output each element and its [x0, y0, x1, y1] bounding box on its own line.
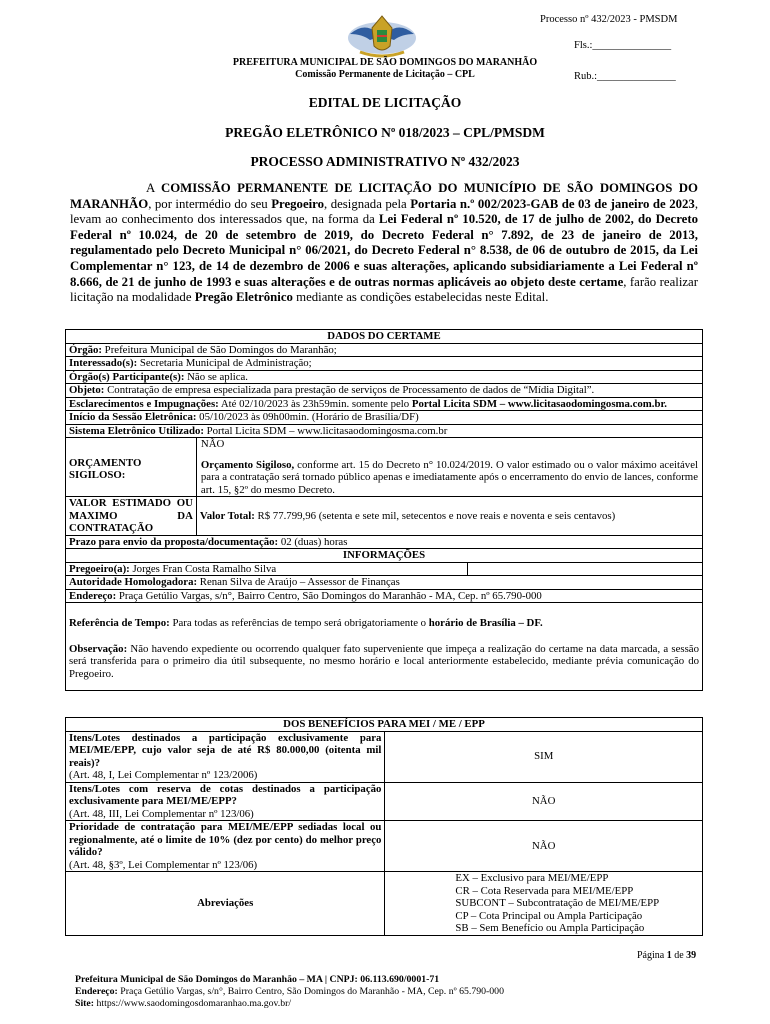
valor-cell: Valor Total: R$ 77.799,96 (setenta e sete mil, setecentos e nove reais e noventa e seis centavos) [196, 497, 702, 536]
footer-line-1: Prefeitura Municipal de São Domingos do Maranhão – MA | CNPJ: 06.113.690/0001-71 [75, 974, 440, 985]
participantes-row: Órgão(s) Participante(s): Não se aplica. [66, 370, 703, 384]
abreviacao-item: EX – Exclusivo para MEI/ME/EPP [455, 872, 609, 884]
fls-field: Fls.:_______________ [574, 40, 672, 51]
edital-title: EDITAL DE LICITAÇÃO [308, 95, 462, 110]
page-number: Página 1 de 39 [637, 950, 697, 961]
orgao-row: Órgão: Prefeitura Municipal de São Domingos do Maranhão; [66, 343, 703, 357]
abreviacao-item: SUBCONT – Subcontratação de MEI/ME/EPP [455, 897, 660, 909]
abreviacao-item: SB – Sem Benefício ou Ampla Participação [455, 922, 645, 934]
valor-label: VALOR ESTIMADO OU MAXIMO DA CONTRATAÇÃO [66, 497, 197, 536]
abreviacoes-label: Abreviações [66, 872, 385, 936]
intro-paragraph: A COMISSÃO PERMANENTE DE LICITAÇÃO DO MUNICÍPIO DE SÃO DOMINGOS DO MARANHÃO, por intermédio do seu Pregoeiro, designada pela Portaria n.º 002/2023-GAB de 03 de janeiro de 2023, levam ao conhecimento dos interessados que, na forma da Lei Federal nº 10.520, de 17 de julho de 2002, do Decreto Federal nº 10.024, de 20 de setembro de 2019, do Decreto Federal n° 7.892, de 23 de janeiro de 2013, regulamentado pelo Decreto Municipal n° 06/2021, do Decreto Federal n° 8.538, de 06 de outubro de 2015, da Lei Complementar n° 123, de 14 de dezembro de 2006 e suas alterações, aplicando subsidiariamente a Lei Federal nº 8.666, de 21 de junho de 1993 e suas alterações e de outras normas aplicáveis ao objeto deste certame, farão realizar licitação na modalidade Pregão Eletrônico mediante as condições estabelecidas neste Edital. [70, 181, 699, 305]
abreviacoes-list [385, 872, 703, 936]
site-link[interactable]: https://www.saodomingosdomaranhao.ma.gov.br/ [94, 998, 292, 1009]
beneficio-value-3: NÃO [385, 821, 703, 872]
endereco-row: Endereço: Praça Getúlio Vargas, s/n°, Bairro Centro, São Domingos do Maranhão - MA, Cep. nº 65.790-000 [66, 589, 703, 603]
beneficio-row-3: Prioridade de contratação para MEI/ME/EPP sediadas local ou regionalmente, até o limite de 10% (dez por cento) do melhor preço válido? (Art. 48, §3º, Lei Complementar nº 123/06) [66, 821, 385, 872]
abreviacao-item: CR – Cota Reservada para MEI/ME/EPP [455, 884, 634, 897]
abreviacao-item: CP – Cota Principal ou Ampla Participação [455, 909, 643, 922]
interessados-row: Interessado(s): Secretaria Municipal de Administração; [66, 357, 703, 371]
beneficio-value-1: SIM [385, 731, 703, 782]
beneficio-value-2: NÃO [385, 782, 703, 821]
footer-line-3: Site: https://www.saodomingosdomaranhao.ma.gov.br/ [75, 998, 292, 1009]
prefeitura-name: PREFEITURA MUNICIPAL DE SÃO DOMINGOS DO MARANHÃO [232, 57, 538, 68]
processo-title: PROCESSO ADMINISTRATIVO Nº 432/2023 [250, 154, 520, 169]
rub-field: Rub.:_______________ [574, 71, 676, 82]
pregoeiro-empty [468, 562, 703, 576]
beneficio-row-2: Itens/Lotes com reserva de cotas destinados a participação exclusivamente para MEI/ME/EPP? (Art. 48, III, Lei Complementar nº 123/06) [66, 782, 385, 821]
autoridade-row: Autoridade Homologadora: Renan Silva de Araújo – Assessor de Finanças [66, 576, 703, 590]
objeto-row: Objeto: Contratação de empresa especializada para prestação de serviços de Processamento de dados de “Mídia Digital”. [66, 384, 703, 398]
esclarecimentos-row: Esclarecimentos e Impugnações: Até 02/10/2023 às 23h59min. somente pelo Portal Licita SDM – www.licitasaodomingosma.com.br. [66, 397, 703, 411]
dados-heading: DADOS DO CERTAME [66, 330, 703, 344]
pregoeiro-row: Pregoeiro(a): Jorges Fran Costa Ramalho Silva [66, 562, 468, 576]
sistema-row: Sistema Eletrônico Utilizado: Portal Licita SDM – www.licitasaodomingosma.com.br [66, 424, 703, 438]
footer-line-2: Endereço: Praça Getúlio Vargas, s/n°, Bairro Centro, São Domingos do Maranhão - MA, Cep. nº 65.790-000 [75, 986, 504, 997]
orcamento-nao: NÃO [200, 438, 225, 450]
informacoes-heading: INFORMAÇÕES [66, 549, 703, 563]
prazo-row: Prazo para envio da proposta/documentação: 02 (duas) horas [66, 535, 703, 549]
inicio-row: Início da Sessão Eletrônica: 05/10/2023 às 09h00min. (Horário de Brasília/DF) [66, 411, 703, 425]
orcamento-label: ORÇAMENTO SIGILOSO: [66, 438, 197, 497]
beneficio-row-1: Itens/Lotes destinados a participação exclusivamente para MEI/ME/EPP, cujo valor seja de até R$ 80.000,00 (oitenta mil reais)? (Art. 48, I, Lei Complementar nº 123/2006) [66, 731, 385, 782]
pregao-title: PREGÃO ELETRÔNICO Nº 018/2023 – CPL/PMSDM [225, 125, 545, 140]
portal-link[interactable]: Portal Licita SDM – www.licitasaodomingosma.com.br. [411, 397, 668, 410]
beneficios-heading: DOS BENEFÍCIOS PARA MEI / ME / EPP [66, 718, 703, 732]
dados-certame-table [65, 329, 703, 691]
municipal-crest-icon [346, 12, 418, 60]
comissao-name: Comissão Permanente de Licitação – CPL [295, 69, 475, 80]
orcamento-cell: NÃO Orçamento Sigiloso, conforme art. 15 do Decreto n° 10.024/2019. O valor estimado ou o valor máximo aceitável para a contratação será tornado público apenas e imediatamente após o encerramento do envio de lances, conforme art. 15, §2º do mesmo Decreto. [196, 438, 702, 497]
process-number: Processo nº 432/2023 - PMSDM [540, 14, 678, 25]
referencia-observacao-cell: Referência de Tempo: Para todas as referências de tempo será obrigatoriamente o horário de Brasília – DF. Observação: Não havendo expediente ou ocorrendo qualquer fato superveniente que impeça a realização do certame na data marcada, a sessão será transferida para o primeiro dia útil subsequente, no mesmo horário e local anteriormente estabelecido, mediante prévia comunicação do Pregoeiro. [66, 603, 703, 691]
beneficios-table [65, 717, 703, 936]
